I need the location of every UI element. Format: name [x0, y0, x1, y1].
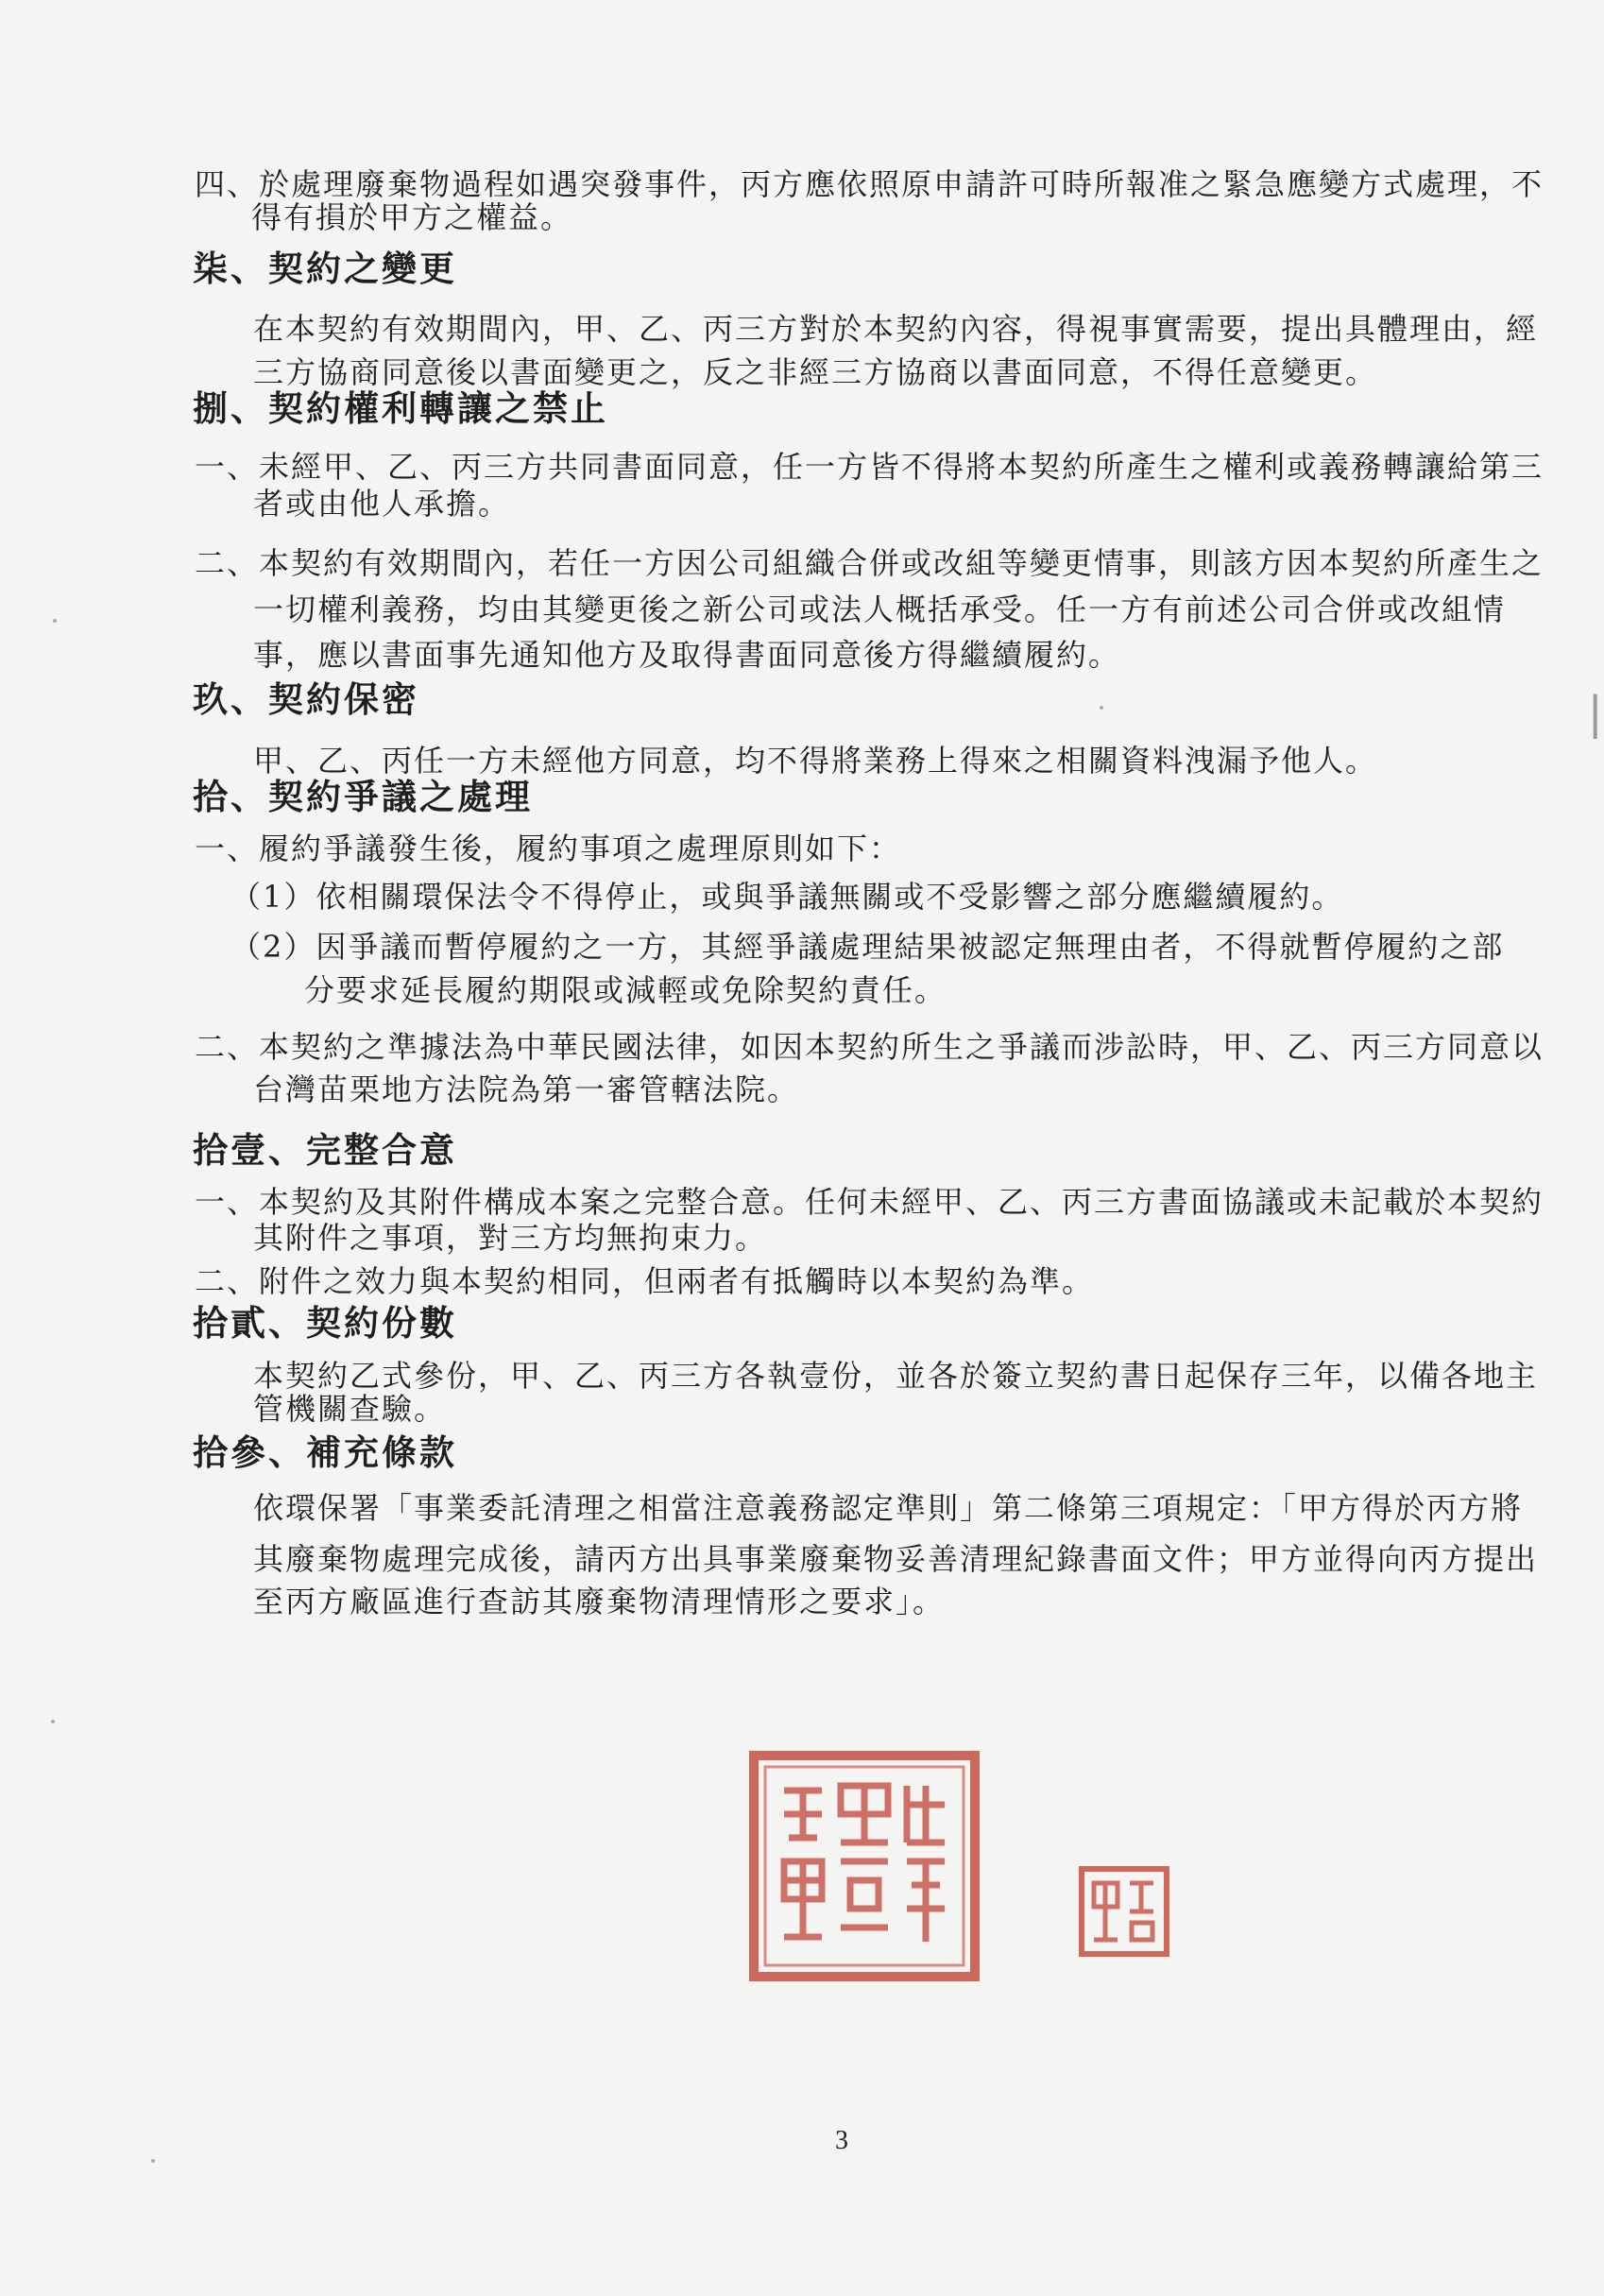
section-9-line-1: 甲、乙、丙任一方未經他方同意，均不得將業務上得來之相關資料洩漏予他人。 — [253, 743, 1378, 779]
heading-7: 柒、契約之變更 — [193, 248, 457, 289]
section-13-line-3: 至丙方廠區進行查訪其廢棄物清理情形之要求」。 — [253, 1584, 946, 1619]
heading-8: 捌、契約權利轉讓之禁止 — [193, 387, 608, 429]
section-10-sub-2-line-2: 分要求延長履約期限或減輕或免除契約責任。 — [304, 972, 947, 1008]
section-8-item-2-line-1: 二、本契約有效期間內，若任一方因公司組織合併或改組等變更情事，則該方因本契約所產生之 — [195, 545, 1544, 581]
section-13-line-1: 依環保署「事業委託清理之相當注意義務認定準則」第二條第三項規定：「甲方得於丙方將 — [253, 1490, 1524, 1526]
speck — [1100, 706, 1103, 710]
section-10-sub-2-line-1: （2）因爭議而暫停履約之一方，其經爭議處理結果被認定無理由者，不得就暫停履約之部 — [230, 929, 1505, 965]
section-12-line-1: 本契約乙式參份，甲、乙、丙三方各執壹份，並各於簽立契約書日起保存三年，以備各地主 — [253, 1358, 1539, 1394]
clause-4-line-2: 得有損於甲方之權益。 — [251, 199, 573, 235]
section-12-line-2: 管機關查驗。 — [253, 1391, 447, 1427]
section-11-item-2: 二、附件之效力與本契約相同，但兩者有抵觸時以本契約為準。 — [195, 1263, 1095, 1299]
section-10-item-1: 一、履約爭議發生後，履約事項之處理原則如下： — [195, 831, 902, 866]
section-8-item-2-line-2: 一切權利義務，均由其變更後之新公司或法人概括承受。任一方有前述公司合併或改組情 — [253, 591, 1507, 627]
section-8-item-1-line-2: 者或由他人承擔。 — [253, 486, 511, 522]
heading-9: 玖、契約保密 — [193, 678, 419, 720]
heading-10: 拾、契約爭議之處理 — [193, 776, 533, 817]
section-10-item-2-line-2: 台灣苗栗地方法院為第一審管轄法院。 — [253, 1071, 800, 1107]
speck — [151, 2159, 155, 2163]
section-11-item-1-line-1: 一、本契約及其附件構成本案之完整合意。任何未經甲、乙、丙三方書面協議或未記載於本契約 — [195, 1184, 1544, 1220]
right-edge-bleed-mark: ▕ — [1567, 695, 1597, 739]
section-11-item-1-line-2: 其附件之事項，對三方均無拘束力。 — [253, 1220, 768, 1256]
section-13-line-2: 其廢棄物處理完成後，請丙方出具事業廢棄物妥善清理紀錄書面文件；甲方並得向丙方提出 — [253, 1541, 1539, 1577]
speck — [53, 619, 57, 623]
heading-13: 拾參、補充條款 — [193, 1431, 457, 1473]
section-8-item-2-line-3: 事，應以書面事先通知他方及取得書面同意後方得繼續履約。 — [253, 637, 1121, 673]
clause-4-line-1: 四、於處理廢棄物過程如遇突發事件，丙方應依照原申請許可時所報准之緊急應變方式處理，不 — [195, 166, 1544, 202]
representative-seal — [1077, 1864, 1171, 1959]
heading-11: 拾壹、完整合意 — [193, 1129, 457, 1171]
page-number: 3 — [835, 2126, 848, 2155]
speck — [51, 1720, 55, 1723]
section-10-item-2-line-1: 二、本契約之準據法為中華民國法律，如因本契約所生之爭議而涉訟時，甲、乙、丙三方同意以 — [195, 1029, 1544, 1065]
section-7-line-1: 在本契約有效期間內，甲、乙、丙三方對於本契約內容，得視事實需要，提出具體理由，經 — [253, 311, 1539, 347]
section-8-item-1-line-1: 一、未經甲、乙、丙三方共同書面同意，任一方皆不得將本契約所產生之權利或義務轉讓給第三 — [195, 449, 1544, 485]
section-7-line-2: 三方協商同意後以書面變更之，反之非經三方協商以書面同意，不得任意變更。 — [253, 354, 1378, 390]
section-10-sub-1: （1）依相關環保法令不得停止，或與爭議無關或不受影響之部分應繼續履約。 — [230, 879, 1344, 915]
company-seal — [746, 1748, 982, 1984]
heading-12: 拾貳、契約份數 — [193, 1302, 457, 1344]
